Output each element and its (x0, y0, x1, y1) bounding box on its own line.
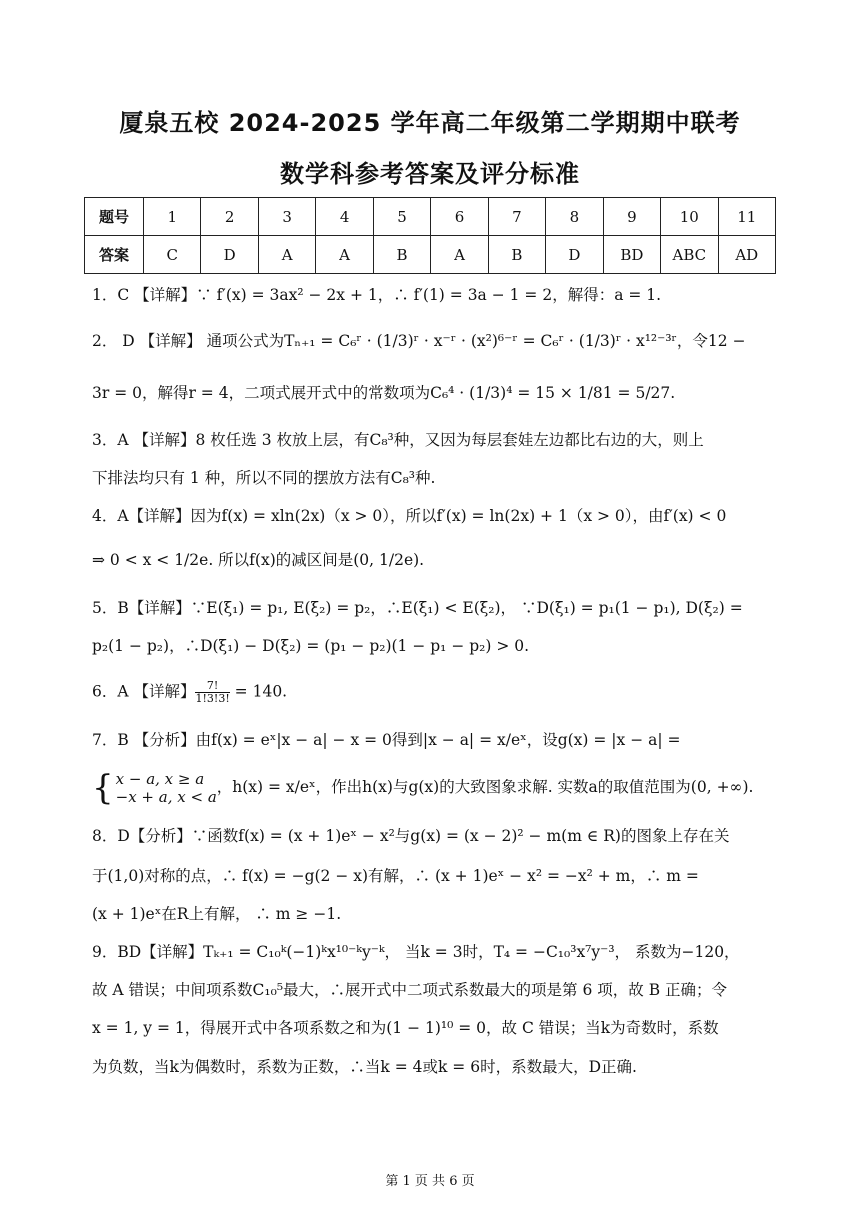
answer-cell: D (201, 236, 258, 274)
page-subtitle: 数学科参考答案及评分标准 (280, 160, 580, 188)
solution-q4-line1: 4．A【详解】因为f(x) = xln(2x)（x > 0），所以f′(x) = ln(2x) + 1（x > 0），由f′(x) < 0 (92, 507, 727, 525)
question-number: 11 (718, 198, 775, 236)
piecewise-cases (116, 770, 217, 806)
solution-q9-line3: x = 1, y = 1，得展开式中各项系数之和为(1 − 1)¹⁰ = 0，故 C 错误；当k为奇数时，系数 (92, 1019, 719, 1037)
solution-q9-line1: 9．BD【详解】Tₖ₊₁ = C₁₀ᵏ(−1)ᵏx¹⁰⁻ᵏy⁻ᵏ， 当k = 3时，T₄ = −C₁₀³x⁷y⁻³， 系数为−120， (92, 943, 740, 961)
answer-cell: A (316, 236, 373, 274)
question-number: 7 (488, 198, 545, 236)
answer-table (84, 197, 776, 274)
q6-numerator: 7! (195, 680, 229, 693)
answer-cell: BD (603, 236, 660, 274)
answer-cell: AD (718, 236, 775, 274)
answer-cell: B (373, 236, 430, 274)
solution-q3-line1: 3．A 【详解】8 枚任选 3 枚放上层，有C₈³种，又因为每层套娃左边都比右边的大，则上 (92, 431, 704, 449)
solution-q7-line2 (92, 770, 753, 806)
question-number: 3 (258, 198, 315, 236)
solution-q3-line2: 下排法均只有 1 种，所以不同的摆放方法有C₈³种. (92, 469, 436, 487)
answer-cell: A (258, 236, 315, 274)
solution-q2-line1: 2． D 【详解】 通项公式为Tₙ₊₁ = C₆ʳ · (1/3)ʳ · x⁻ʳ · (x²)⁶⁻ʳ = C₆ʳ · (1/3)ʳ · x¹²⁻³ʳ，令12 − (92, 332, 746, 350)
solution-q5-line1: 5．B【详解】∵E(ξ₁) = p₁, E(ξ₂) = p₂，∴E(ξ₁) < E(ξ₂)， ∵D(ξ₁) = p₁(1 − p₁), D(ξ₂) = (92, 599, 743, 617)
solution-q4-line2: ⇒ 0 < x < 1/2e. 所以f(x)的减区间是(0, 1/2e). (92, 551, 425, 569)
solution-q6 (92, 680, 287, 705)
case-1: x − a, x ≥ a (115, 770, 205, 788)
q6-fraction (195, 680, 229, 705)
solution-q2-line2: 3r = 0，解得r = 4，二项式展开式中的常数项为C₆⁴ · (1/3)⁴ = 15 × 1/81 = 5/27. (92, 384, 676, 402)
solution-q8-line3: (x + 1)eˣ在R上有解， ∴ m ≥ −1. (92, 905, 342, 923)
q7-rest: ，h(x) = x/eˣ，作出h(x)与g(x)的大致图象求解. 实数a的取值范围为(0, +∞). (216, 778, 754, 796)
question-number: 8 (546, 198, 603, 236)
row-label-number: 题号 (85, 198, 144, 236)
question-number: 9 (603, 198, 660, 236)
solution-q8-line2: 于(1,0)对称的点，∴ f(x) = −g(2 − x)有解，∴ (x + 1)eˣ − x² = −x² + m，∴ m = (92, 867, 699, 885)
answer-cell: A (431, 236, 488, 274)
solution-q7-line1: 7．B 【分析】由f(x) = eˣ|x − a| − x = 0得到|x − a| = x/eˣ，设g(x) = |x − a| = (92, 731, 681, 749)
solution-q8-line1: 8．D【分析】∵函数f(x) = (x + 1)eˣ − x²与g(x) = (x − 2)² − m(m ∈ R)的图象上存在关 (92, 827, 730, 845)
q6-suffix: = 140. (229, 682, 288, 701)
q6-denominator: 1!3!3! (195, 692, 230, 705)
question-number: 6 (431, 198, 488, 236)
question-number: 1 (144, 198, 201, 236)
question-number: 4 (316, 198, 373, 236)
q6-prefix: 6．A 【详解】 (92, 682, 196, 701)
page-number: 第 1 页 共 6 页 (385, 1174, 475, 1189)
page-title: 厦泉五校 2024-2025 学年高二年级第二学期期中联考 (119, 109, 741, 137)
answer-cell: B (488, 236, 545, 274)
answer-row (85, 236, 776, 274)
row-label-answer: 答案 (85, 236, 144, 274)
solution-q9-line4: 为负数，当k为偶数时，系数为正数，∴当k = 4或k = 6时，系数最大，D正确. (92, 1058, 637, 1076)
question-number: 10 (661, 198, 718, 236)
cases-brace: { (92, 768, 114, 808)
question-number: 2 (201, 198, 258, 236)
answer-cell: ABC (661, 236, 718, 274)
solution-q9-line2: 故 A 错误；中间项系数C₁₀⁵最大，∴展开式中二项式系数最大的项是第 6 项，故 B 正确；令 (92, 981, 728, 999)
answer-cell: D (546, 236, 603, 274)
case-2: −x + a, x < a (115, 788, 217, 806)
solution-q5-line2: p₂(1 − p₂)，∴D(ξ₁) − D(ξ₂) = (p₁ − p₂)(1 − p₁ − p₂) > 0. (92, 637, 530, 655)
question-number-row (85, 198, 776, 236)
question-number: 5 (373, 198, 430, 236)
answer-cell: C (144, 236, 201, 274)
solution-q1: 1．C 【详解】∵ f′(x) = 3ax² − 2x + 1，∴ f′(1) = 3a − 1 = 2，解得：a = 1. (92, 286, 662, 304)
